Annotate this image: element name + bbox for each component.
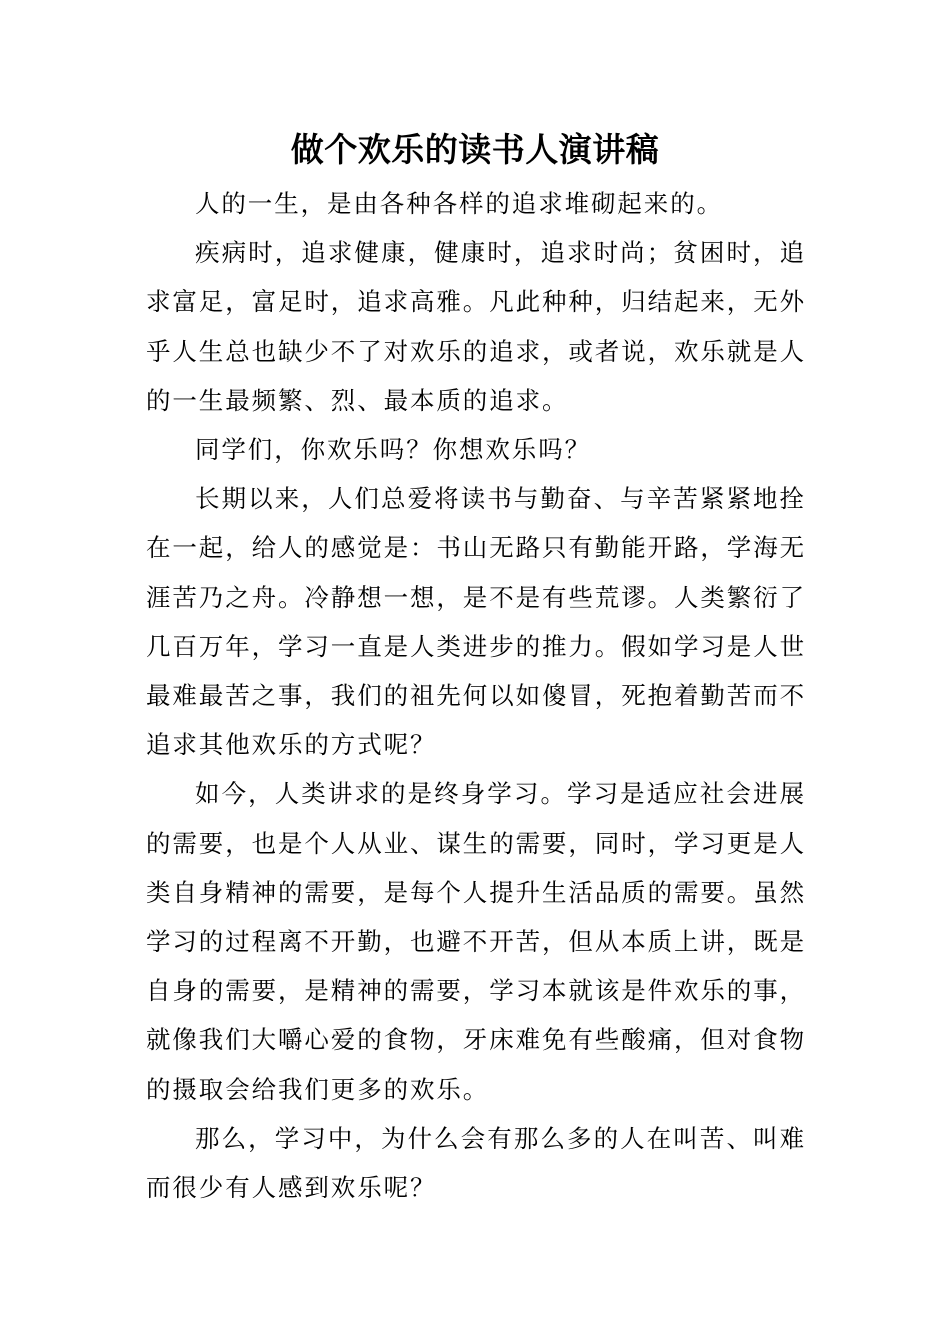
document-body (146, 179, 806, 1212)
paragraph: 人的一生，是由各种各样的追求堆砌起来的。 (195, 189, 723, 218)
paragraph: 同学们，你欢乐吗？你想欢乐吗？ (195, 435, 591, 465)
paragraph: 那么，学习中，为什么会有那么多的人在叫苦、叫难而很少有人感到欢乐呢？ (146, 1123, 806, 1203)
paragraph: 疾病时，追求健康，健康时，追求时尚；贫困时，追求富足，富足时，追求高雅。凡此种种，归结起来，无外乎人生总也缺少不了对欢乐的追求，或者说，欢乐就是人的一生最频繁、烈、最本质的追求。 (146, 238, 806, 415)
document-title: 做个欢乐的读书人演讲稿 (290, 130, 660, 169)
paragraph: 长期以来，人们总爱将读书与勤奋、与辛苦紧紧地拴在一起，给人的感觉是：书山无路只有勤能开路，学海无涯苦乃之舟。冷静想一想，是不是有些荒谬。人类繁衍了几百万年，学习一直是人类进步的推力。假如学习是人世最难最苦之事，我们的祖先何以如傻冒，死抱着勤苦而不追求其他欢乐的方式呢？ (146, 484, 806, 760)
paragraph: 如今，人类讲求的是终身学习。学习是适应社会进展的需要，也是个人从业、谋生的需要，同时，学习更是人类自身精神的需要，是每个人提升生活品质的需要。虽然学习的过程离不开勤，也避不开苦，但从本质上讲，既是自身的需要，是精神的需要，学习本就该是件欢乐的事，就像我们大嚼心爱的食物，牙床难免有些酸痛，但对食物的摄取会给我们更多的欢乐。 (146, 779, 806, 1104)
